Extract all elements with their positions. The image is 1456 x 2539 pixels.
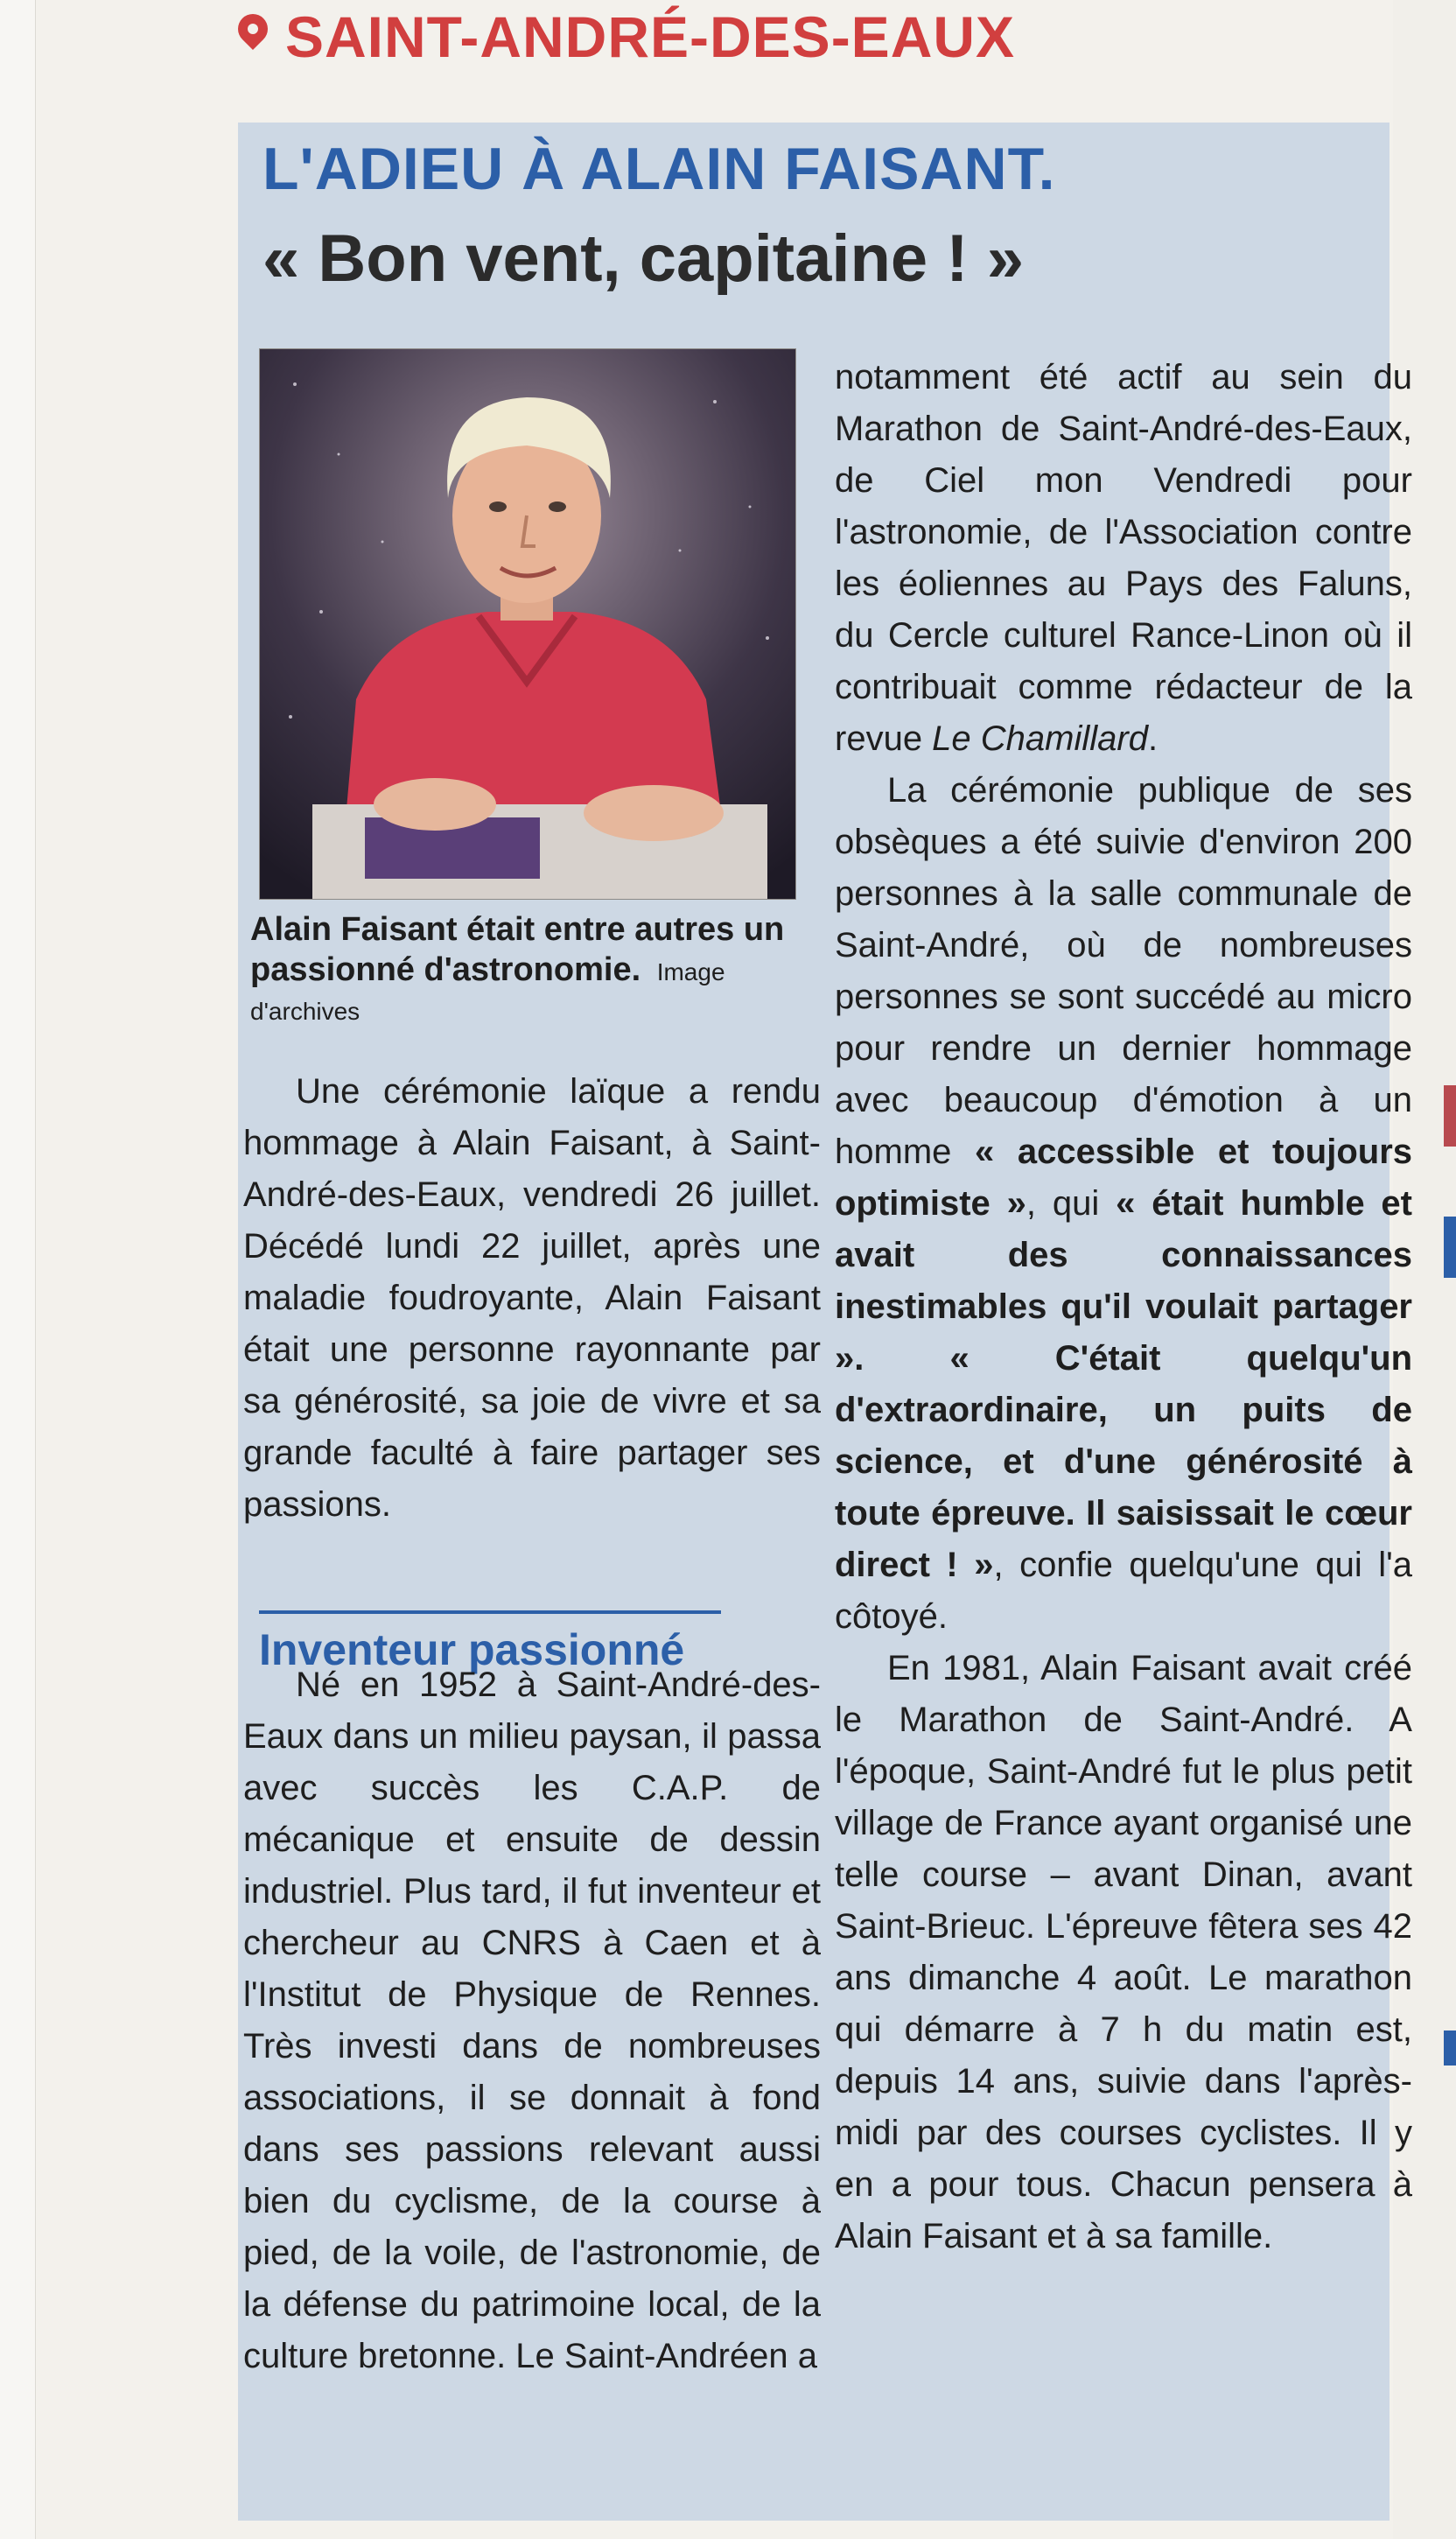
page-edge-left (0, 0, 36, 2539)
p1-text: notamment été actif au sein du Marathon de Saint-André-des-Eaux, de Ciel mon Vendredi pour l'astronomie, de l'Association contre les éoliennes au Pays des Faluns, du Cercle culturel Rance-Linon où il contribuait comme rédacteur de la revue (835, 358, 1412, 758)
section-paragraph: Né en 1952 à Saint-André-des-Eaux dans un milieu paysan, il passa avec succès les C.A.P. de mécanique et ensuite de dessin industriel. Plus tard, il fut inventeur et chercheur au CNRS à Caen et à l'Institut de Physique de Rennes. Très investi dans de nombreuses associations, il se donnait à fond dans ses passions relevant aussi bien du cyclisme, de la course à pied, de la voile, de l'astronomie, de la défense du patrimoine local, de la culture bretonne. Le Saint-Andréen a (243, 1666, 821, 2375)
caption-text: Alain Faisant était entre autres un passionné d'astronomie. (250, 911, 785, 988)
section-rule (259, 1610, 721, 1614)
p2-b: , qui (1026, 1184, 1116, 1223)
p2-c: , confie quelqu'une qui l'a côtoyé. (835, 1546, 1412, 1636)
blue-edge-mark (1444, 1217, 1456, 1278)
commune-header (238, 2, 1166, 72)
intro-paragraph: Une cérémonie laïque a rendu hommage à Alain Faisant, à Saint-André-des-Eaux, vendredi 26 juillet. Décédé lundi 22 juillet, après une maladie foudroyante, Alain Faisant était une personne rayonnante par sa générosité, sa joie de vivre et sa grande faculté à faire partager ses passions. (243, 1072, 821, 1524)
commune-name: SAINT-ANDRÉ-DES-EAUX (285, 4, 1016, 69)
portrait-illustration (260, 349, 795, 899)
subheadline: « Bon vent, capitaine ! » (262, 221, 1024, 296)
blue-edge-mark-lower (1444, 2030, 1456, 2066)
article (238, 123, 1413, 2521)
p1-end: . (1147, 719, 1158, 758)
quote-1: « accessible et toujours optimiste » (835, 1133, 1413, 1223)
section-column (243, 1659, 821, 2382)
right-column (835, 352, 1412, 2262)
paragraph-continued (835, 352, 1412, 765)
p2-a: La cérémonie publique de ses obsèques a été suivie d'environ 200 personnes à la salle communale de Saint-André, où de nombreuses personnes se sont succédé au micro pour rendre un dernier hommage avec beaucoup d'émotion à un homme (835, 771, 1412, 1171)
quote-2: « était humble et avait des connaissances inestimables qu'il voulait partager ». « C'était quelqu'un d'extraordinaire, un puits de science, et d'une générosité à toute épreuve. Il saisissait le cœur direct ! » (835, 1184, 1412, 1584)
portrait-photo (259, 348, 796, 900)
red-edge-mark (1444, 1085, 1456, 1147)
location-pin-icon (232, 8, 274, 50)
ceremony-paragraph (835, 765, 1412, 1643)
marathon-paragraph: En 1981, Alain Faisant avait créé le Marathon de Saint-André. A l'époque, Saint-André fut le plus petit village de France ayant organisé une telle course – avant Dinan, avant Saint-Brieuc. L'épreuve fêtera ses 42 ans dimanche 4 août. Le marathon qui démarre à 7 h du matin est, depuis 14 ans, suivie dans l'après-midi par des courses cyclistes. Il y en a pour tous. Chacun pensera à Alain Faisant et à sa famille. (835, 1649, 1412, 2255)
photo-caption (250, 910, 828, 1030)
section-title: Inventeur passionné (259, 1625, 685, 1674)
intro-column (243, 1066, 821, 1531)
photo-credit: Image d'archives (250, 957, 725, 1026)
headline: L'ADIEU À ALAIN FAISANT. (262, 136, 1056, 202)
magazine-title: Le Chamillard (932, 719, 1148, 758)
